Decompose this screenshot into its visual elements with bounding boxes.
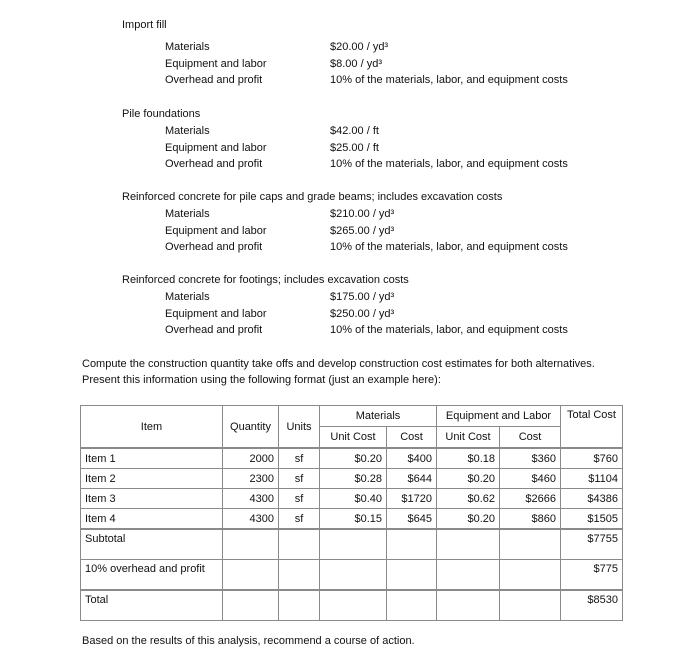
empty-cell bbox=[500, 529, 561, 560]
summary-row bbox=[81, 560, 623, 591]
cost-item-label: Overhead and profit bbox=[165, 158, 263, 171]
empty-cell bbox=[320, 529, 387, 560]
cost-item-value: $42.00 / ft bbox=[330, 125, 379, 137]
cost-item-label: Overhead and profit bbox=[165, 74, 263, 87]
cost-item-label: Equipment and labor bbox=[165, 57, 267, 70]
empty-cell bbox=[387, 590, 437, 621]
empty-cell bbox=[437, 560, 500, 591]
empty-cell bbox=[437, 590, 500, 621]
header-equipment-cost: Cost bbox=[500, 427, 561, 449]
empty-cell bbox=[279, 590, 320, 621]
table-row bbox=[81, 509, 623, 530]
cell-materials-unit-cost: $0.28 bbox=[320, 469, 387, 489]
cell-equipment-unit-cost: $0.20 bbox=[437, 469, 500, 489]
empty-cell bbox=[387, 529, 437, 560]
empty-cell bbox=[500, 560, 561, 591]
summary-row bbox=[81, 590, 623, 621]
summary-total: $7755 bbox=[561, 529, 623, 560]
cost-item-value: $265.00 / yd³ bbox=[330, 224, 395, 237]
section-title: Import fill bbox=[122, 19, 167, 31]
header-item: Item bbox=[81, 406, 223, 449]
cell-item-name: Item 3 bbox=[81, 489, 223, 509]
cell-materials-cost: $644 bbox=[387, 469, 437, 489]
empty-cell bbox=[223, 529, 279, 560]
summary-row bbox=[81, 529, 623, 560]
cost-item-value: $210.00 / yd³ bbox=[330, 208, 395, 220]
cost-item-label: Equipment and labor bbox=[165, 141, 267, 154]
empty-cell bbox=[320, 590, 387, 621]
cell-total-cost: $760 bbox=[561, 448, 623, 469]
header-materials-cost: Cost bbox=[387, 427, 437, 449]
cell-equipment-cost: $360 bbox=[500, 448, 561, 469]
cost-item-value: $8.00 / yd³ bbox=[330, 57, 382, 70]
cell-total-cost: $1104 bbox=[561, 469, 623, 489]
cost-item-value: $25.00 / ft bbox=[330, 141, 379, 154]
table-row bbox=[81, 489, 623, 509]
instruction-line-2: Present this information using the following format (just an example here): bbox=[82, 374, 441, 386]
cost-item-value: $250.00 / yd³ bbox=[330, 307, 395, 320]
empty-cell bbox=[437, 529, 500, 560]
cost-item-label: Materials bbox=[165, 41, 210, 53]
empty-cell bbox=[223, 560, 279, 591]
cell-units: sf bbox=[279, 448, 320, 469]
cost-item-label: Equipment and labor bbox=[165, 224, 267, 237]
cell-quantity: 2300 bbox=[223, 469, 279, 489]
cost-item-label: Overhead and profit bbox=[165, 241, 263, 254]
cost-estimate-table bbox=[80, 405, 623, 621]
summary-label: 10% overhead and profit bbox=[81, 560, 223, 591]
cost-item-value: 10% of the materials, labor, and equipment costs bbox=[330, 74, 568, 87]
cell-equipment-cost: $460 bbox=[500, 469, 561, 489]
cell-total-cost: $4386 bbox=[561, 489, 623, 509]
cell-materials-unit-cost: $0.15 bbox=[320, 509, 387, 530]
header-total-cost: Total Cost bbox=[561, 406, 623, 449]
cost-item-value: 10% of the materials, labor, and equipment costs bbox=[330, 158, 568, 171]
empty-cell bbox=[279, 529, 320, 560]
cell-materials-unit-cost: $0.20 bbox=[320, 448, 387, 469]
cell-units: sf bbox=[279, 509, 320, 530]
summary-label: Subtotal bbox=[81, 529, 223, 560]
cell-materials-cost: $645 bbox=[387, 509, 437, 530]
cost-item-value: 10% of the materials, labor, and equipment costs bbox=[330, 324, 568, 337]
cost-item-value: $175.00 / yd³ bbox=[330, 291, 395, 303]
section-title: Pile foundations bbox=[122, 108, 201, 120]
cell-item-name: Item 4 bbox=[81, 509, 223, 530]
cost-item-value: 10% of the materials, labor, and equipment costs bbox=[330, 241, 568, 254]
header-equipment-unit-cost: Unit Cost bbox=[437, 427, 500, 449]
empty-cell bbox=[500, 590, 561, 621]
cell-total-cost: $1505 bbox=[561, 509, 623, 530]
header-quantity: Quantity bbox=[223, 406, 279, 449]
table-row bbox=[81, 469, 623, 489]
cost-item-label: Overhead and profit bbox=[165, 324, 263, 337]
section-title: Reinforced concrete for footings; includes excavation costs bbox=[122, 274, 409, 286]
header-equipment-labor: Equipment and Labor bbox=[437, 406, 561, 427]
cell-equipment-cost: $860 bbox=[500, 509, 561, 530]
summary-total: $8530 bbox=[561, 590, 623, 621]
empty-cell bbox=[279, 560, 320, 591]
empty-cell bbox=[223, 590, 279, 621]
cell-equipment-unit-cost: $0.18 bbox=[437, 448, 500, 469]
cell-equipment-unit-cost: $0.20 bbox=[437, 509, 500, 530]
cell-quantity: 2000 bbox=[223, 448, 279, 469]
empty-cell bbox=[320, 560, 387, 591]
cell-units: sf bbox=[279, 469, 320, 489]
table-row bbox=[81, 448, 623, 469]
cell-materials-cost: $1720 bbox=[387, 489, 437, 509]
cell-materials-unit-cost: $0.40 bbox=[320, 489, 387, 509]
cell-equipment-cost: $2666 bbox=[500, 489, 561, 509]
section-title: Reinforced concrete for pile caps and grade beams; includes excavation costs bbox=[122, 191, 503, 203]
header-units: Units bbox=[279, 406, 320, 449]
header-materials: Materials bbox=[320, 406, 437, 427]
cost-item-label: Materials bbox=[165, 208, 210, 220]
summary-total: $775 bbox=[561, 560, 623, 591]
cost-item-label: Materials bbox=[165, 125, 210, 137]
cost-item-value: $20.00 / yd³ bbox=[330, 41, 389, 53]
cell-materials-cost: $400 bbox=[387, 448, 437, 469]
instruction-line-1: Compute the construction quantity take offs and develop construction cost estimates for both alternatives. bbox=[82, 358, 595, 370]
cell-quantity: 4300 bbox=[223, 509, 279, 530]
closing-instruction: Based on the results of this analysis, recommend a course of action. bbox=[82, 635, 415, 647]
cost-item-label: Equipment and labor bbox=[165, 307, 267, 320]
cell-equipment-unit-cost: $0.62 bbox=[437, 489, 500, 509]
summary-label: Total bbox=[81, 590, 223, 621]
empty-cell bbox=[387, 560, 437, 591]
header-materials-unit-cost: Unit Cost bbox=[320, 427, 387, 449]
cell-item-name: Item 2 bbox=[81, 469, 223, 489]
cost-item-label: Materials bbox=[165, 291, 210, 303]
cell-units: sf bbox=[279, 489, 320, 509]
cell-quantity: 4300 bbox=[223, 489, 279, 509]
cell-item-name: Item 1 bbox=[81, 448, 223, 469]
